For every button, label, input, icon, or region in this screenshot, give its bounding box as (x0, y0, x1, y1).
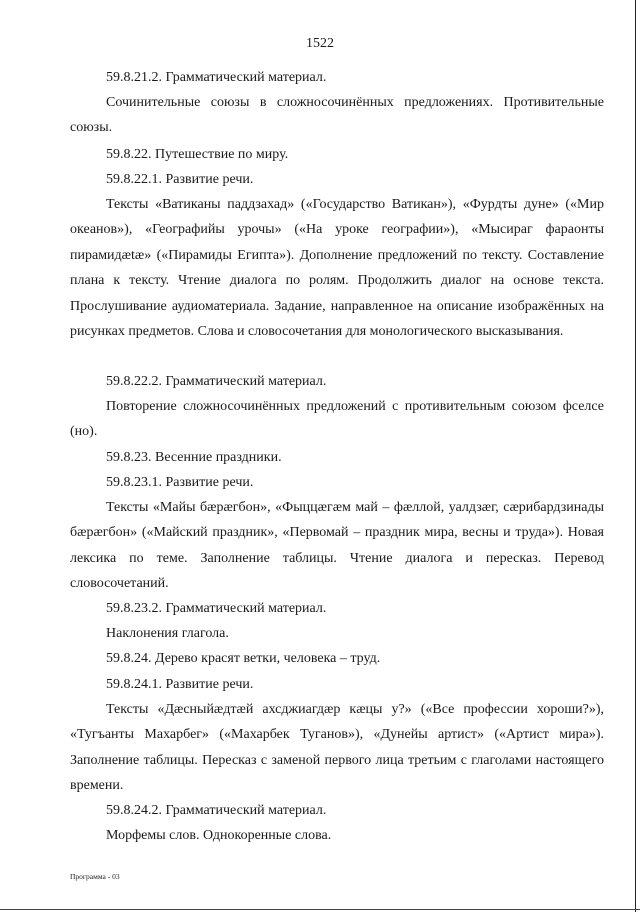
paragraph-heading: 59.8.24.2. Грамматический материал. (106, 803, 327, 818)
paragraph-heading: 59.8.21.2. Грамматический материал. (106, 70, 327, 85)
page-number: 1522 (306, 36, 334, 51)
paragraph-heading: 59.8.22. Путешествие по миру. (106, 147, 289, 162)
paragraph-heading: 59.8.24.1. Развитие речи. (106, 677, 254, 692)
footer-label: Программа - 03 (70, 872, 120, 881)
paragraph-body: Морфемы слов. Однокоренные слова. (106, 828, 332, 843)
paragraph-body: Повторение сложносочинённых предложений с противительным союзом фселсе (но). (70, 399, 604, 440)
paragraph-heading: 59.8.23.2. Грамматический материал. (106, 601, 327, 616)
paragraph-body: Тексты «Майы бæрæгбон», «Фыццæгæм май – фæллой, уалдзæг, сæрибардзинады бæрæгбон» («Майский праздник», «Первомай – праздник мира, весны и труда»). Новая лексика по теме. Заполнение таблицы. Чтение диалога и пересказ. Перевод словосочетаний. (70, 500, 604, 592)
paragraph-body: Тексты «Ватиканы паддзахад» («Государство Ватикан»), «Фурдты дуне» («Мир океанов»), «Географийы урочы» («На уроке географии»), «Мысираг фараонты пирамидætæ» («Пирамиды Египта»). Дополнение предложений по тексту. Составление плана к тексту. Чтение диалога по ролям. Продолжить диалог на основе текста. Прослушивание аудиоматериала. Задание, направленное на описание изображённых на рисунках предметов. Слова и словосочетания для монологического высказывания. (70, 197, 604, 340)
paragraph-body: Сочинительные союзы в сложносочинённых предложениях. Противительные союзы. (70, 95, 604, 136)
paragraph-heading: 59.8.22.1. Развитие речи. (106, 172, 254, 187)
paragraph-body: Наклонения глагола. (106, 626, 229, 641)
paragraph-heading: 59.8.23.1. Развитие речи. (106, 475, 254, 490)
page-edge-bottom (0, 909, 640, 910)
paragraph-heading: 59.8.22.2. Грамматический материал. (106, 374, 327, 389)
paragraph-heading: 59.8.23. Весенние праздники. (106, 450, 282, 465)
paragraph-body: Тексты «Дæсныйæдтæй ахсджиагдæр кæцы у?» («Все профессии хороши?»), «Тугъанты Махарбег» («Махарбек Туганов»), «Дунейы артист» («Артист мира»). Заполнение таблицы. Пересказ с заменой первого лица третьим с глаголами настоящего времени. (70, 702, 604, 794)
paragraph-heading: 59.8.24. Дерево красят ветки, человека – труд. (106, 651, 381, 666)
page-edge-right (635, 0, 636, 912)
